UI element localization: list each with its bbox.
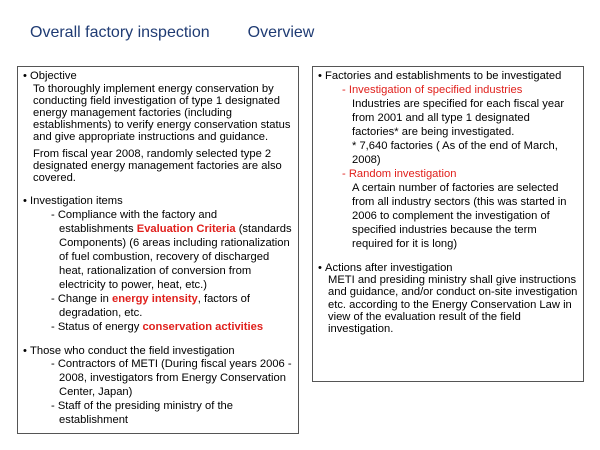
items-item-3: - Status of energy conservation activities (51, 320, 264, 333)
random-body: A certain number of factories are selected from all industry sectors (this was started in 2006 to complement the investigation of specified industries because the term required for it is long) (352, 181, 567, 250)
actions-section (318, 262, 579, 336)
objective-section (23, 70, 294, 184)
title-main: Overall factory inspection (30, 24, 210, 41)
items-heading: • Investigation items (23, 195, 294, 208)
specified-note: * 7,640 factories ( As of the end of March, 2008) (352, 139, 558, 166)
targets-heading: • Factories and establishments to be investigated (318, 70, 579, 83)
conductors-item-2: - Staff of the presiding ministry of the establishment (51, 400, 233, 427)
actions-body: METI and presiding ministry shall give instructions and guidance, and/or conduct on-site investigation etc. according to the Energy Conservation Law in view of the evaluation result of the field investigation. (328, 274, 578, 335)
conductors-item-2-text: Staff of the presiding ministry of the establishment (57, 400, 233, 427)
objective-para-2: From fiscal year 2008, randomly selected type 2 designated energy management factories are also covered. (33, 147, 282, 185)
actions-heading: • Actions after investigation (318, 262, 579, 275)
conductors-item-1-text: Contractors of METI (During fiscal years 2006 - 2008, investigators from Energy Conservation Center, Japan) (57, 358, 292, 399)
item2-text-pre: Change in (57, 292, 112, 305)
item1-text-pre: Compliance with the factory and establishments (57, 208, 218, 235)
item3-highlight: conservation activities (142, 320, 264, 333)
items-section (23, 195, 294, 334)
conductors-section (23, 345, 294, 428)
specified-body: Industries are specified for each fiscal year from 2001 and all type 1 designated factories* are being investigated. (352, 97, 565, 138)
item3-text-pre: Status of energy (57, 320, 143, 333)
conductors-heading: • Those who conduct the field investigation (23, 345, 294, 358)
specified-heading: - Investigation of specified industries (342, 83, 523, 96)
left-panel (17, 66, 299, 434)
page-title (30, 24, 314, 42)
items-item-1: - Compliance with the factory and establishments Evaluation Criteria (standards Components) (6 areas including rationalization of fuel combustion, recovery of discharged heat, rationalization of conversion from electricity to power, heat, etc.) (51, 208, 292, 291)
random-heading: - Random investigation (342, 167, 457, 180)
right-panel (312, 66, 584, 382)
item2-text-post: , factors of degradation, etc. (59, 292, 250, 319)
targets-section (318, 70, 579, 251)
item1-text-post: (standards Components) (6 areas including rationalization of fuel combustion, recovery of discharged heat, rationalization of conversion from electricity to power, heat, etc.) (59, 222, 292, 291)
conductors-item-1: - Contractors of METI (During fiscal years 2006 - 2008, investigators from Energy Conservation Center, Japan) (51, 358, 292, 399)
item2-highlight: energy intensity (111, 292, 198, 305)
objective-para-1: To thoroughly implement energy conservation by conducting field investigation of type 1 designated energy management factories (including establishments) to verify energy conservation status and give appropriate instructions and guidance. (33, 82, 291, 144)
title-sub: Overview (247, 24, 315, 41)
items-item-2: - Change in energy intensity, factors of degradation, etc. (51, 292, 250, 319)
item1-highlight: Evaluation Criteria (136, 222, 236, 235)
objective-heading: • Objective (23, 70, 294, 83)
